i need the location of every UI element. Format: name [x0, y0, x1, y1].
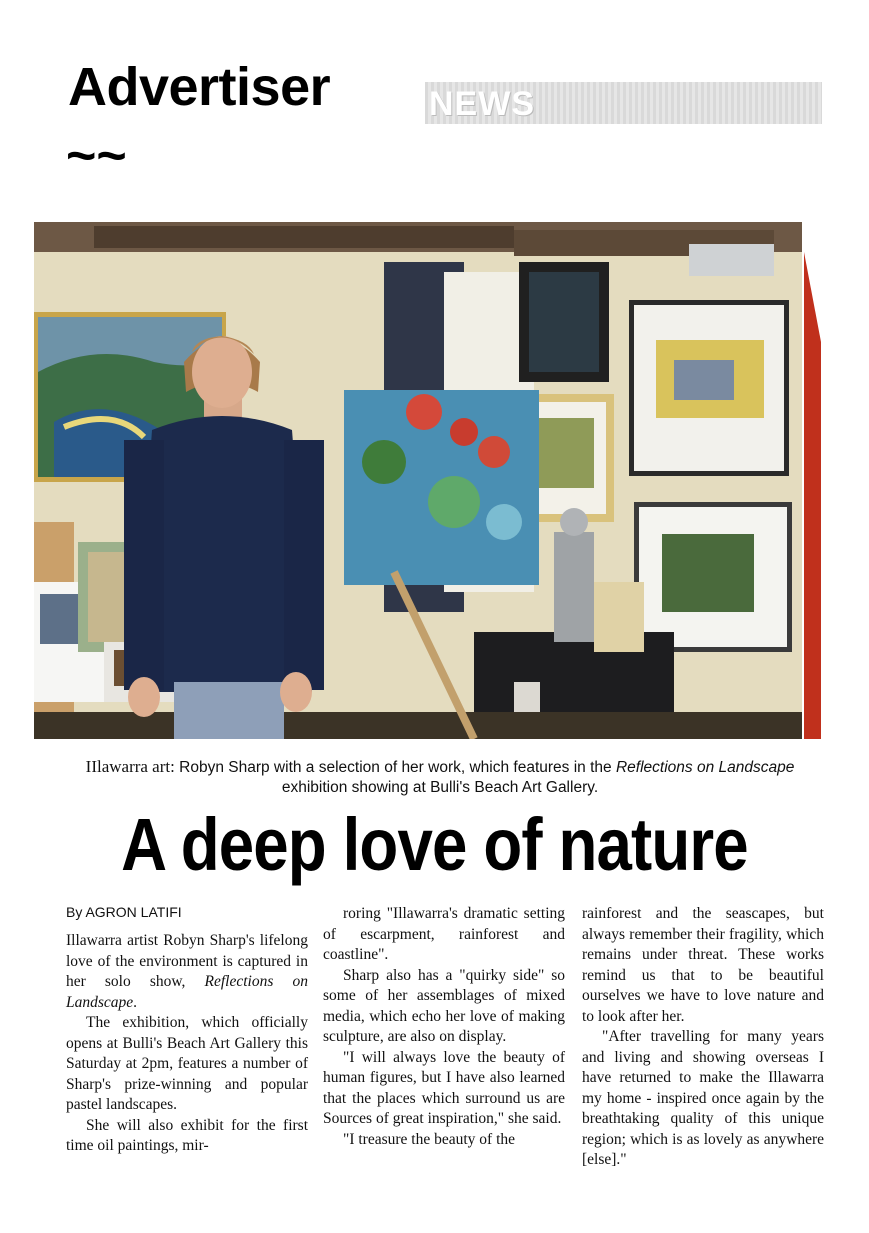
paragraph-text: Illawarra artist Robyn Sharp's lifelong love of the environment is captured in her solo show, — [66, 932, 308, 990]
paragraph-text: . — [133, 993, 138, 1011]
article-column-3 — [582, 904, 824, 1171]
article-byline: By AGRON LATIFI — [66, 904, 182, 920]
caption-lead: IIlawarra art: — [85, 757, 175, 776]
caption-text-1: Robyn Sharp with a selection of her work, which features in the — [174, 759, 616, 776]
section-banner — [425, 82, 822, 124]
paragraph: "I will always love the beauty of human figures, but I have also learned that the places which surround us are Sources of great inspiration," she said. — [323, 1048, 565, 1127]
paragraph: She will also exhibit for the first time oil paintings, mir- — [66, 1116, 308, 1154]
article-column-2 — [323, 904, 565, 1150]
paragraph: rainforest and the seascapes, but always remember their fragility, which remains under threat. These works remind us that to be beautiful ourselves we have to love nature and to look after her. — [582, 905, 824, 1025]
paragraph: "After travelling for many years and living and showing overseas I have returned to make the Illawarra my home - inspired once again by the breathtaking quality of this unique region; which is as lovely as anywhere [else]." — [582, 1028, 824, 1168]
section-label: NEWS — [429, 85, 535, 123]
photo-caption — [70, 757, 810, 798]
paragraph: roring "Illawarra's dramatic setting of escarpment, rainforest and coastline". — [323, 905, 565, 963]
exhibition-title: Reflections on Landscape — [66, 973, 308, 1011]
article-headline: A deep love of nature — [121, 803, 748, 886]
paragraph: "I treasure the beauty of the — [343, 1130, 516, 1148]
article-photo — [34, 222, 821, 739]
paragraph: Sharp also has a "quirky side" so some of her assemblages of mixed media, which echo her love of making sculpture, are also on display. — [323, 966, 565, 1045]
paragraph — [66, 931, 308, 1013]
masthead-title: Advertiser — [68, 57, 331, 117]
paragraph: The exhibition, which officially opens at Bulli's Beach Art Gallery this Saturday at 2pm, features a number of Sharp's prize-winning and popular pastel landscapes. — [66, 1014, 308, 1113]
caption-text-2: exhibition showing at Bulli's Beach Art Gallery. — [281, 779, 599, 796]
article-column-1 — [66, 931, 308, 1157]
masthead-tilde: ~~ — [66, 127, 127, 185]
caption-exhibition-title: Reflections on Landscape — [615, 759, 795, 776]
